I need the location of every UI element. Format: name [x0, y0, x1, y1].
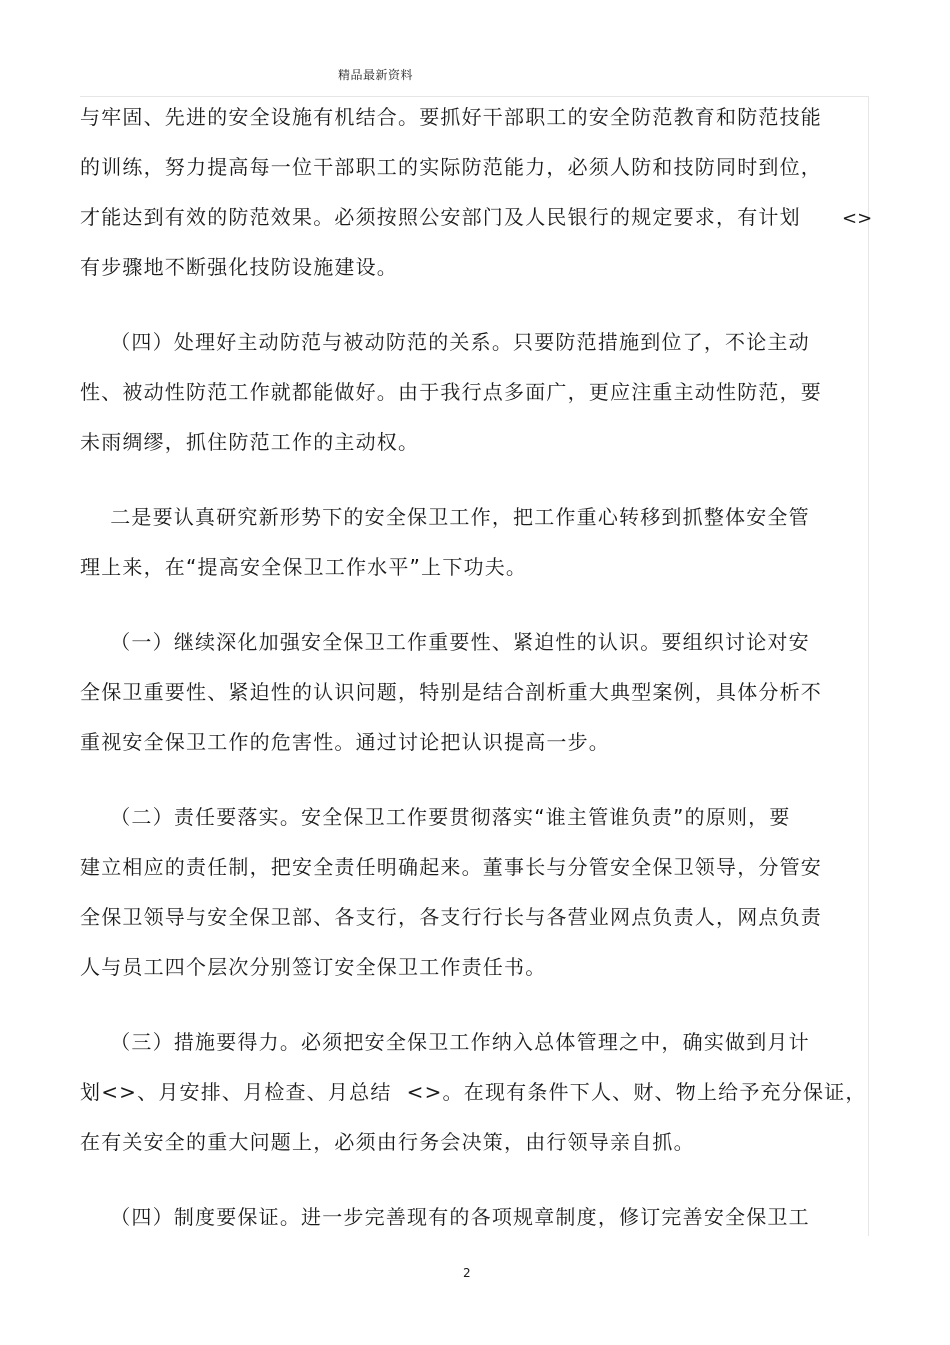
page-header: 精品最新资料: [338, 68, 414, 82]
header-divider: [80, 96, 869, 97]
text-line: 理上来，在“提高安全保卫工作水平”上下功夫。: [80, 555, 528, 579]
text-line: 才能达到有效的防范效果。必须按照公安部门及人民银行的规定要求，有计划: [80, 205, 801, 229]
text-line: 性、被动性防范工作就都能做好。由于我行点多面广，更应注重主动性防范，要: [80, 380, 822, 404]
text-line: 有步骤地不断强化技防设施建设。: [80, 255, 398, 279]
text-line: 的训练，努力提高每一位干部职工的实际防范能力，必须人防和技防同时到位，: [80, 155, 822, 179]
text-line: （一）继续深化加强安全保卫工作重要性、紧迫性的认识。要组织讨论对安: [80, 630, 810, 654]
text-line: （三）措施要得力。必须把安全保卫工作纳入总体管理之中，确实做到月计: [80, 1030, 810, 1054]
text-line: 未雨绸缪，抓住防范工作的主动权。: [80, 430, 420, 454]
text-line: （二）责任要落实。安全保卫工作要贯彻落实“谁主管谁负责”的原则，要: [80, 805, 791, 829]
text-line: 全保卫领导与安全保卫部、各支行，各支行行长与各营业网点负责人，网点负责: [80, 905, 822, 929]
text-line: （四）制度要保证。进一步完善现有的各项规章制度，修订完善安全保卫工: [80, 1205, 810, 1229]
text-line: 划<>、月安排、月检查、月总结 <>。在现有条件下人、财、物上给予充分保证，: [80, 1080, 867, 1104]
text-line: 人与员工四个层次分别签订安全保卫工作责任书。: [80, 955, 547, 979]
text-line: 全保卫重要性、紧迫性的认识问题，特别是结合剖析重大典型案例，具体分析不: [80, 680, 822, 704]
text-line: 二是要认真研究新形势下的安全保卫工作，把工作重心转移到抓整体安全管: [80, 505, 810, 529]
right-margin-divider: [868, 96, 869, 1236]
text-line: 与牢固、先进的安全设施有机结合。要抓好干部职工的安全防范教育和防范技能: [80, 105, 822, 129]
text-line: （四）处理好主动防范与被动防范的关系。只要防范措施到位了，不论主动: [80, 330, 810, 354]
text-line: 建立相应的责任制，把安全责任明确起来。董事长与分管安全保卫领导，分管安: [80, 855, 822, 879]
text-line: 在有关安全的重大问题上，必须由行务会决策，由行领导亲自抓。: [80, 1130, 695, 1154]
margin-mark: <>: [842, 208, 873, 229]
text-line: 重视安全保卫工作的危害性。通过讨论把认识提高一步。: [80, 730, 610, 754]
page-number: 2: [463, 1266, 471, 1280]
